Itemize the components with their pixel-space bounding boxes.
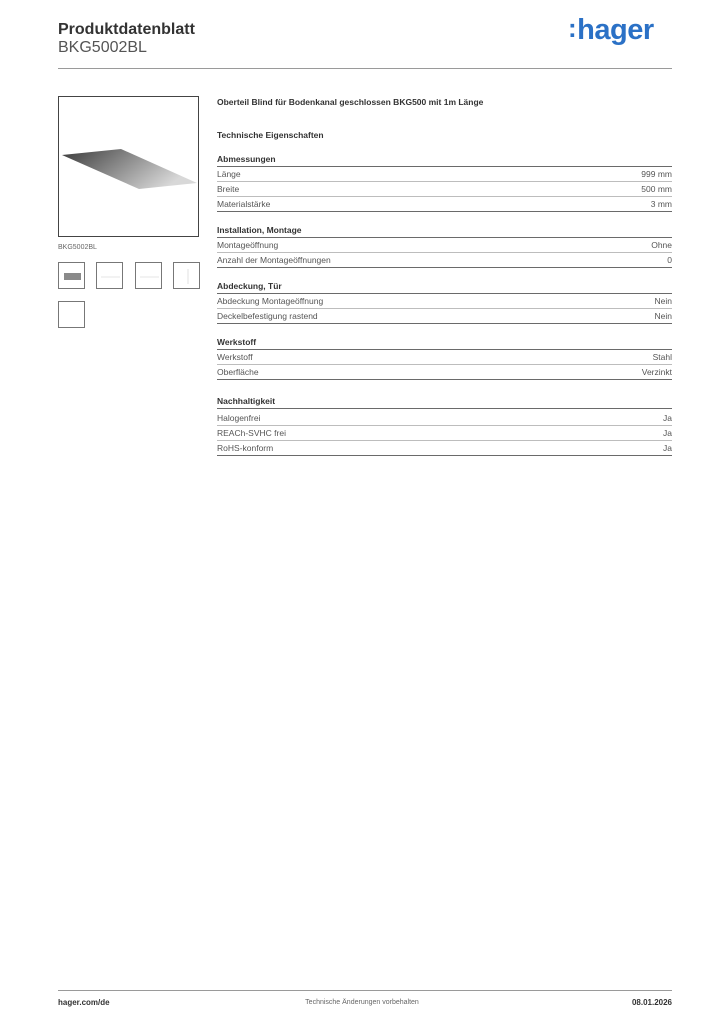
thumbnail-product[interactable] [58, 262, 85, 289]
logo-text: hager [577, 14, 654, 46]
row-label: Materialstärke [217, 199, 271, 209]
thumbnail-drawing-1[interactable] [96, 262, 123, 289]
row-value: 3 mm [650, 199, 672, 209]
table-row [217, 350, 672, 365]
table-row [217, 411, 672, 426]
row-label: Werkstoff [217, 352, 253, 362]
row-value: Stahl [652, 352, 672, 362]
product-details [217, 96, 672, 456]
thumbnail-drawing-3[interactable] [173, 262, 200, 289]
row-label: Abdeckung Montageöffnung [217, 296, 324, 306]
table-row [217, 238, 672, 253]
article-number: BKG5002BL [58, 39, 147, 56]
product-plate-illustration [59, 97, 200, 238]
thumbnail-line-icon [97, 263, 124, 290]
footer-website-link[interactable]: hager.com/de [58, 998, 110, 1007]
row-label: Länge [217, 169, 241, 179]
row-label: REACh-SVHC frei [217, 428, 286, 438]
row-value: Ja [663, 413, 672, 423]
row-value: Verzinkt [641, 367, 672, 377]
row-value: Nein [654, 296, 672, 306]
table-row [217, 365, 672, 380]
group-installation [217, 224, 672, 268]
row-value: 500 mm [641, 184, 672, 194]
group-title: Nachhaltigkeit [217, 395, 672, 409]
row-value: Ohne [651, 240, 672, 250]
thumbnail-blank[interactable] [58, 301, 85, 328]
group-title: Abdeckung, Tür [217, 280, 672, 294]
table-row [217, 167, 672, 182]
group-sustainability [217, 395, 672, 456]
table-row [217, 309, 672, 324]
thumbnail-line-icon [174, 263, 201, 290]
table-row [217, 294, 672, 309]
row-value: Nein [654, 311, 672, 321]
row-value: 0 [667, 255, 672, 265]
group-title: Installation, Montage [217, 224, 672, 238]
header-divider [58, 68, 672, 69]
technical-heading: Technische Eigenschaften [217, 130, 324, 140]
row-value: 999 mm [641, 169, 672, 179]
row-label: RoHS-konform [217, 443, 274, 453]
product-description: Oberteil Blind für Bodenkanal geschlossen BKG500 mit 1m Länge [217, 97, 484, 107]
hager-logo[interactable]: :hager [568, 13, 654, 46]
image-caption: BKG5002BL [58, 244, 97, 251]
table-row [217, 441, 672, 456]
row-label: Anzahl der Montageöffnungen [217, 255, 331, 265]
row-value: Ja [663, 428, 672, 438]
group-material [217, 336, 672, 380]
footer-date: 08.01.2026 [631, 998, 672, 1007]
page-title: Produktdatenblatt [58, 21, 195, 38]
footer-disclaimer: Technische Änderungen vorbehalten [305, 999, 419, 1006]
group-title: Abmessungen [217, 153, 672, 167]
thumbnail-line-icon [136, 263, 163, 290]
row-label: Oberfläche [217, 367, 259, 377]
table-row [217, 253, 672, 268]
group-dimensions [217, 153, 672, 212]
table-row [217, 182, 672, 197]
row-label: Deckelbefestigung rastend [217, 311, 318, 321]
thumbnail-plate-icon [59, 263, 86, 290]
row-label: Montageöffnung [217, 240, 279, 250]
product-image[interactable] [58, 96, 199, 237]
footer-divider [58, 990, 672, 991]
table-row [217, 426, 672, 441]
group-title: Werkstoff [217, 336, 672, 350]
row-value: Ja [663, 443, 672, 453]
table-row [217, 197, 672, 212]
thumbnail-drawing-2[interactable] [135, 262, 162, 289]
row-label: Halogenfrei [217, 413, 261, 423]
row-label: Breite [217, 184, 240, 194]
group-cover [217, 280, 672, 324]
